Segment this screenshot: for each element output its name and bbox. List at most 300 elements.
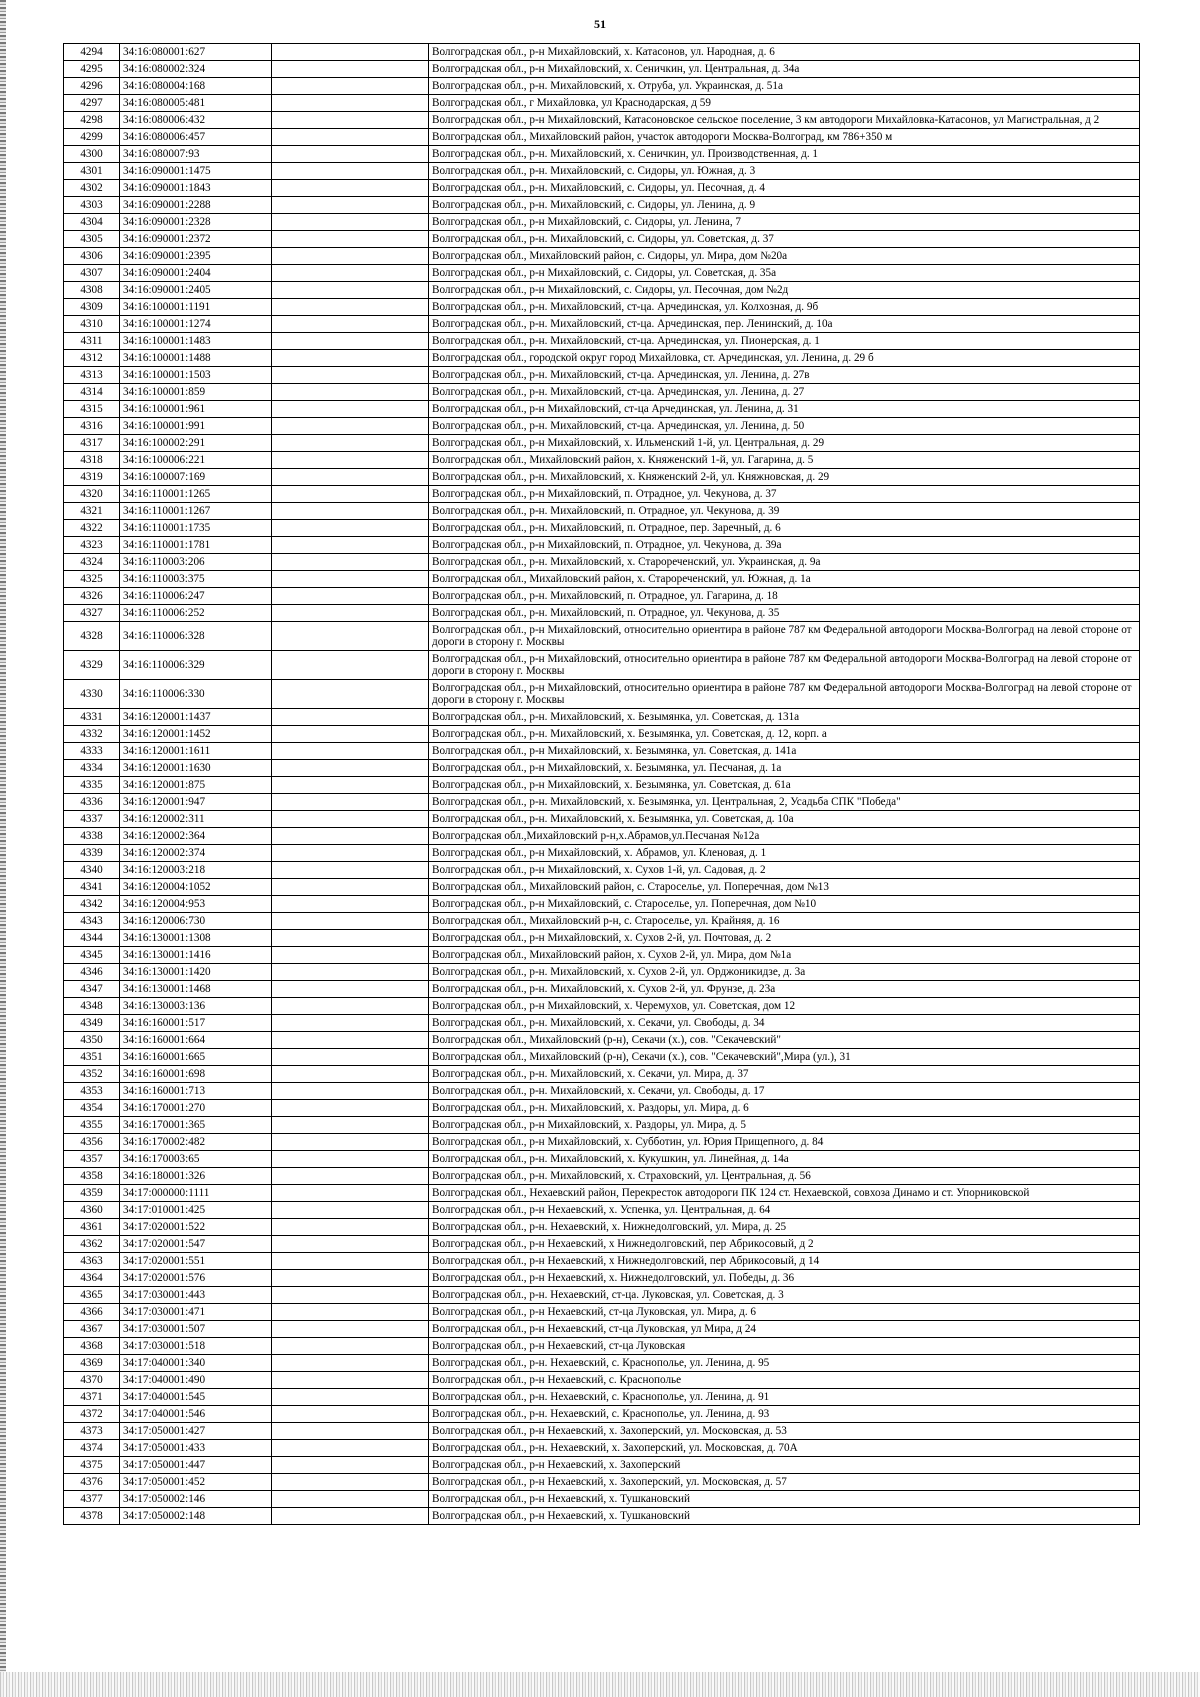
address: Волгоградская обл., р-н Нехаевский, ст-ца Луковская, ул Мира, д 24 — [429, 1321, 1140, 1338]
row-number: 4321 — [64, 503, 120, 520]
table-row — [64, 964, 1140, 981]
cadastral-number: 34:16:080002:324 — [120, 61, 272, 78]
empty-cell — [272, 1202, 429, 1219]
address: Волгоградская обл., р-н Михайловский, х. Безымянка, ул. Песчаная, д. 1а — [429, 760, 1140, 777]
cadastral-number: 34:16:160001:665 — [120, 1049, 272, 1066]
row-number: 4325 — [64, 571, 120, 588]
scan-edge-left — [0, 0, 6, 1697]
cadastral-number: 34:16:110001:1267 — [120, 503, 272, 520]
address: Волгоградская обл., р-н. Михайловский, х. Безымянка, ул. Центральная, 2, Усадьба СПК "Победа" — [429, 794, 1140, 811]
address: Волгоградская обл., р-н. Михайловский, х. Секачи, ул. Свободы, д. 17 — [429, 1083, 1140, 1100]
empty-cell — [272, 913, 429, 930]
row-number: 4378 — [64, 1508, 120, 1525]
empty-cell — [272, 367, 429, 384]
cadastral-number: 34:16:170001:365 — [120, 1117, 272, 1134]
address: Волгоградская обл., р-н. Нехаевский, х. Захоперский, ул. Московская, д. 70А — [429, 1440, 1140, 1457]
empty-cell — [272, 588, 429, 605]
row-number: 4330 — [64, 680, 120, 709]
address: Волгоградская обл., Михайловский район, участок автодороги Москва-Волгоград, км 786+350 м — [429, 129, 1140, 146]
empty-cell — [272, 384, 429, 401]
row-number: 4300 — [64, 146, 120, 163]
cadastral-number: 34:16:090001:2328 — [120, 214, 272, 231]
address: Волгоградская обл., Михайловский район, х. Сухов 2-й, ул. Мира, дом №1а — [429, 947, 1140, 964]
table-row — [64, 112, 1140, 129]
row-number: 4305 — [64, 231, 120, 248]
cadastral-number: 34:16:090001:2288 — [120, 197, 272, 214]
table-row — [64, 1015, 1140, 1032]
table-row — [64, 401, 1140, 418]
address: Волгоградская обл., городской округ город Михайловка, ст. Арчединская, ул. Ленина, д. 29 б — [429, 350, 1140, 367]
empty-cell — [272, 743, 429, 760]
address: Волгоградская обл., р-н Михайловский, с. Староселье, ул. Поперечная, дом №10 — [429, 896, 1140, 913]
empty-cell — [272, 418, 429, 435]
empty-cell — [272, 726, 429, 743]
table-row — [64, 1474, 1140, 1491]
row-number: 4348 — [64, 998, 120, 1015]
table-row — [64, 588, 1140, 605]
table-row — [64, 845, 1140, 862]
empty-cell — [272, 1440, 429, 1457]
address: Волгоградская обл., р-н Михайловский, относительно ориентира в районе 787 км Федеральной автодороги Москва-Волгоград на левой стороне от дороги в сторону г. Москвы — [429, 622, 1140, 651]
address: Волгоградская обл., р-н Михайловский, х. Раздоры, ул. Мира, д. 5 — [429, 1117, 1140, 1134]
cadastral-number: 34:17:040001:340 — [120, 1355, 272, 1372]
row-number: 4316 — [64, 418, 120, 435]
address: Волгоградская обл., р-н. Михайловский, п. Отрадное, ул. Чекунова, д. 35 — [429, 605, 1140, 622]
empty-cell — [272, 435, 429, 452]
empty-cell — [272, 299, 429, 316]
cadastral-number: 34:16:100007:169 — [120, 469, 272, 486]
row-number: 4350 — [64, 1032, 120, 1049]
empty-cell — [272, 571, 429, 588]
table-row — [64, 1406, 1140, 1423]
address: Волгоградская обл., р-н. Михайловский, х. Кукушкин, ул. Линейная, д. 14а — [429, 1151, 1140, 1168]
address: Волгоградская обл., Михайловский р-н, с. Староселье, ул. Крайняя, д. 16 — [429, 913, 1140, 930]
empty-cell — [272, 129, 429, 146]
row-number: 4339 — [64, 845, 120, 862]
address: Волгоградская обл., р-н Михайловский, х. Безымянка, ул. Советская, д. 61а — [429, 777, 1140, 794]
cadastral-number: 34:16:080005:481 — [120, 95, 272, 112]
empty-cell — [272, 605, 429, 622]
cadastral-number: 34:16:120001:1437 — [120, 709, 272, 726]
row-number: 4297 — [64, 95, 120, 112]
table-row — [64, 180, 1140, 197]
row-number: 4368 — [64, 1338, 120, 1355]
table-row — [64, 248, 1140, 265]
cadastral-number: 34:16:120003:218 — [120, 862, 272, 879]
cadastral-number: 34:16:100001:1488 — [120, 350, 272, 367]
address: Волгоградская обл., р-н. Михайловский, х. Княженский 2-й, ул. Княжновская, д. 29 — [429, 469, 1140, 486]
cadastral-number: 34:16:130001:1468 — [120, 981, 272, 998]
cadastral-number: 34:16:180001:326 — [120, 1168, 272, 1185]
address: Волгоградская обл., р-н Нехаевский, ст-ца Луковская — [429, 1338, 1140, 1355]
cadastral-number: 34:16:120001:875 — [120, 777, 272, 794]
table-row — [64, 1236, 1140, 1253]
row-number: 4296 — [64, 78, 120, 95]
empty-cell — [272, 214, 429, 231]
table-row — [64, 350, 1140, 367]
address: Волгоградская обл., р-н Михайловский, х. Черемухов, ул. Советская, дом 12 — [429, 998, 1140, 1015]
cadastral-number: 34:16:110006:330 — [120, 680, 272, 709]
empty-cell — [272, 520, 429, 537]
table-row — [64, 1219, 1140, 1236]
row-number: 4341 — [64, 879, 120, 896]
cadastral-number: 34:16:120001:1630 — [120, 760, 272, 777]
empty-cell — [272, 862, 429, 879]
row-number: 4357 — [64, 1151, 120, 1168]
table-row — [64, 1338, 1140, 1355]
empty-cell — [272, 828, 429, 845]
address: Волгоградская обл., р-н. Михайловский, х. Безымянка, ул. Советская, д. 12, корп. а — [429, 726, 1140, 743]
table-row — [64, 930, 1140, 947]
cadastral-number: 34:16:090001:2395 — [120, 248, 272, 265]
cadastral-number: 34:16:090001:2404 — [120, 265, 272, 282]
table-row — [64, 44, 1140, 61]
empty-cell — [272, 981, 429, 998]
cadastral-number: 34:16:100001:859 — [120, 384, 272, 401]
address: Волгоградская обл., Михайловский район, х. Княженский 1-й, ул. Гагарина, д. 5 — [429, 452, 1140, 469]
cadastral-number: 34:16:110006:329 — [120, 651, 272, 680]
empty-cell — [272, 1355, 429, 1372]
table-row — [64, 1304, 1140, 1321]
cadastral-number: 34:17:030001:471 — [120, 1304, 272, 1321]
cadastral-number: 34:17:030001:518 — [120, 1338, 272, 1355]
row-number: 4377 — [64, 1491, 120, 1508]
address: Волгоградская обл., р-н Нехаевский, х. Захоперский — [429, 1457, 1140, 1474]
address: Волгоградская обл., р-н Нехаевский, х Нижнедолговский, пер Абрикосовый, д 14 — [429, 1253, 1140, 1270]
row-number: 4326 — [64, 588, 120, 605]
cadastral-number: 34:17:040001:490 — [120, 1372, 272, 1389]
row-number: 4333 — [64, 743, 120, 760]
empty-cell — [272, 180, 429, 197]
cadastral-number: 34:17:050002:146 — [120, 1491, 272, 1508]
row-number: 4309 — [64, 299, 120, 316]
empty-cell — [272, 1117, 429, 1134]
empty-cell — [272, 1083, 429, 1100]
row-number: 4310 — [64, 316, 120, 333]
address: Волгоградская обл., Михайловский район, х. Старореченский, ул. Южная, д. 1а — [429, 571, 1140, 588]
address: Волгоградская обл., р-н Михайловский, относительно ориентира в районе 787 км Федеральной автодороги Москва-Волгоград на левой стороне от дороги в сторону г. Москвы — [429, 651, 1140, 680]
address: Волгоградская обл., р-н Михайловский, х. Сухов 1-й, ул. Садовая, д. 2 — [429, 862, 1140, 879]
cadastral-number: 34:16:110006:247 — [120, 588, 272, 605]
cadastral-number: 34:16:160001:664 — [120, 1032, 272, 1049]
table-row — [64, 1168, 1140, 1185]
empty-cell — [272, 95, 429, 112]
row-number: 4338 — [64, 828, 120, 845]
table-row — [64, 1355, 1140, 1372]
cadastral-number: 34:17:040001:545 — [120, 1389, 272, 1406]
address: Волгоградская обл., р-н. Михайловский, х. Секачи, ул. Мира, д. 37 — [429, 1066, 1140, 1083]
row-number: 4295 — [64, 61, 120, 78]
table-row — [64, 1270, 1140, 1287]
cadastral-number: 34:17:020001:522 — [120, 1219, 272, 1236]
row-number: 4358 — [64, 1168, 120, 1185]
registry-table — [63, 43, 1140, 1525]
cadastral-number: 34:16:160001:517 — [120, 1015, 272, 1032]
row-number: 4312 — [64, 350, 120, 367]
table-row — [64, 316, 1140, 333]
row-number: 4294 — [64, 44, 120, 61]
table-row — [64, 862, 1140, 879]
cadastral-number: 34:16:120004:1052 — [120, 879, 272, 896]
cadastral-number: 34:16:080006:457 — [120, 129, 272, 146]
empty-cell — [272, 350, 429, 367]
cadastral-number: 34:16:090001:1475 — [120, 163, 272, 180]
table-row — [64, 384, 1140, 401]
row-number: 4323 — [64, 537, 120, 554]
cadastral-number: 34:16:110001:1735 — [120, 520, 272, 537]
table-row — [64, 1389, 1140, 1406]
empty-cell — [272, 452, 429, 469]
cadastral-number: 34:16:090001:1843 — [120, 180, 272, 197]
table-row — [64, 811, 1140, 828]
cadastral-number: 34:16:080001:627 — [120, 44, 272, 61]
table-row — [64, 163, 1140, 180]
address: Волгоградская обл., р-н. Михайловский, с. Сидоры, ул. Песочная, д. 4 — [429, 180, 1140, 197]
address: Волгоградская обл., г Михайловка, ул Краснодарская, д 59 — [429, 95, 1140, 112]
address: Волгоградская обл.,Михайловский р-н,х.Абрамов,ул.Песчаная №12а — [429, 828, 1140, 845]
address: Волгоградская обл., р-н Нехаевский, х. Захоперский, ул. Московская, д. 53 — [429, 1423, 1140, 1440]
cadastral-number: 34:16:110001:1781 — [120, 537, 272, 554]
empty-cell — [272, 61, 429, 78]
row-number: 4363 — [64, 1253, 120, 1270]
empty-cell — [272, 1372, 429, 1389]
cadastral-number: 34:17:050001:447 — [120, 1457, 272, 1474]
address: Волгоградская обл., р-н Нехаевский, х. Тушкановский — [429, 1491, 1140, 1508]
cadastral-number: 34:17:030001:507 — [120, 1321, 272, 1338]
address: Волгоградская обл., р-н. Михайловский, с. Сидоры, ул. Ленина, д. 9 — [429, 197, 1140, 214]
address: Волгоградская обл., р-н. Михайловский, с. Сидоры, ул. Советская, д. 37 — [429, 231, 1140, 248]
row-number: 4308 — [64, 282, 120, 299]
cadastral-number: 34:16:100001:1274 — [120, 316, 272, 333]
row-number: 4317 — [64, 435, 120, 452]
address: Волгоградская обл., Михайловский район, с. Сидоры, ул. Мира, дом №20а — [429, 248, 1140, 265]
table-row — [64, 1066, 1140, 1083]
table-row — [64, 680, 1140, 709]
row-number: 4332 — [64, 726, 120, 743]
address: Волгоградская обл., Нехаевский район, Перекресток автодороги ПК 124 ст. Нехаевской, совхоза Динамо и ст. Упорниковской — [429, 1185, 1140, 1202]
empty-cell — [272, 469, 429, 486]
address: Волгоградская обл., р-н Михайловский, п. Отрадное, ул. Чекунова, д. 39а — [429, 537, 1140, 554]
cadastral-number: 34:16:130001:1420 — [120, 964, 272, 981]
table-row — [64, 726, 1140, 743]
empty-cell — [272, 651, 429, 680]
address: Волгоградская обл., р-н. Михайловский, ст-ца. Арчединская, ул. Колхозная, д. 9б — [429, 299, 1140, 316]
table-row — [64, 913, 1140, 930]
empty-cell — [272, 879, 429, 896]
cadastral-number: 34:16:110001:1265 — [120, 486, 272, 503]
empty-cell — [272, 947, 429, 964]
row-number: 4315 — [64, 401, 120, 418]
empty-cell — [272, 1100, 429, 1117]
table-row — [64, 367, 1140, 384]
cadastral-number: 34:17:000000:1111 — [120, 1185, 272, 1202]
empty-cell — [272, 537, 429, 554]
table-row — [64, 282, 1140, 299]
address: Волгоградская обл., р-н Нехаевский, ст-ца Луковская, ул. Мира, д. 6 — [429, 1304, 1140, 1321]
row-number: 4374 — [64, 1440, 120, 1457]
table-row — [64, 828, 1140, 845]
cadastral-number: 34:16:110006:328 — [120, 622, 272, 651]
row-number: 4346 — [64, 964, 120, 981]
address: Волгоградская обл., р-н. Михайловский, ст-ца. Арчединская, ул. Ленина, д. 50 — [429, 418, 1140, 435]
empty-cell — [272, 622, 429, 651]
table-row — [64, 760, 1140, 777]
empty-cell — [272, 1185, 429, 1202]
table-row — [64, 95, 1140, 112]
row-number: 4318 — [64, 452, 120, 469]
table-row — [64, 1457, 1140, 1474]
row-number: 4369 — [64, 1355, 120, 1372]
empty-cell — [272, 333, 429, 350]
cadastral-number: 34:16:090001:2372 — [120, 231, 272, 248]
cadastral-number: 34:16:120006:730 — [120, 913, 272, 930]
empty-cell — [272, 1491, 429, 1508]
table-row — [64, 146, 1140, 163]
empty-cell — [272, 282, 429, 299]
empty-cell — [272, 896, 429, 913]
row-number: 4322 — [64, 520, 120, 537]
empty-cell — [272, 930, 429, 947]
row-number: 4304 — [64, 214, 120, 231]
cadastral-number: 34:16:100006:221 — [120, 452, 272, 469]
empty-cell — [272, 1423, 429, 1440]
empty-cell — [272, 146, 429, 163]
empty-cell — [272, 794, 429, 811]
empty-cell — [272, 1066, 429, 1083]
cadastral-number: 34:16:120004:953 — [120, 896, 272, 913]
table-row — [64, 743, 1140, 760]
empty-cell — [272, 401, 429, 418]
table-row — [64, 231, 1140, 248]
empty-cell — [272, 680, 429, 709]
cadastral-number: 34:16:090001:2405 — [120, 282, 272, 299]
table-row — [64, 794, 1140, 811]
empty-cell — [272, 1474, 429, 1491]
address: Волгоградская обл., р-н. Михайловский, х. Раздоры, ул. Мира, д. 6 — [429, 1100, 1140, 1117]
empty-cell — [272, 760, 429, 777]
table-row — [64, 469, 1140, 486]
row-number: 4324 — [64, 554, 120, 571]
empty-cell — [272, 1508, 429, 1525]
empty-cell — [272, 163, 429, 180]
row-number: 4320 — [64, 486, 120, 503]
cadastral-number: 34:16:170003:65 — [120, 1151, 272, 1168]
cadastral-number: 34:16:100001:1503 — [120, 367, 272, 384]
table-row — [64, 1253, 1140, 1270]
empty-cell — [272, 1304, 429, 1321]
table-row — [64, 1287, 1140, 1304]
cadastral-number: 34:17:020001:576 — [120, 1270, 272, 1287]
table-row — [64, 1151, 1140, 1168]
cadastral-number: 34:16:080006:432 — [120, 112, 272, 129]
empty-cell — [272, 1389, 429, 1406]
table-row — [64, 981, 1140, 998]
address: Волгоградская обл., р-н. Михайловский, х. Безымянка, ул. Советская, д. 131а — [429, 709, 1140, 726]
cadastral-number: 34:16:130001:1416 — [120, 947, 272, 964]
empty-cell — [272, 1236, 429, 1253]
address: Волгоградская обл., р-н. Михайловский, ст-ца. Арчединская, ул. Ленина, д. 27в — [429, 367, 1140, 384]
table-row — [64, 520, 1140, 537]
cadastral-number: 34:16:170002:482 — [120, 1134, 272, 1151]
empty-cell — [272, 197, 429, 214]
empty-cell — [272, 1270, 429, 1287]
table-row — [64, 622, 1140, 651]
table-row — [64, 1440, 1140, 1457]
row-number: 4314 — [64, 384, 120, 401]
cadastral-number: 34:17:050001:452 — [120, 1474, 272, 1491]
row-number: 4336 — [64, 794, 120, 811]
cadastral-number: 34:17:050001:433 — [120, 1440, 272, 1457]
empty-cell — [272, 811, 429, 828]
empty-cell — [272, 1338, 429, 1355]
cadastral-number: 34:16:110006:252 — [120, 605, 272, 622]
table-row — [64, 265, 1140, 282]
address: Волгоградская обл., р-н. Михайловский, п. Отрадное, пер. Заречный, д. 6 — [429, 520, 1140, 537]
row-number: 4334 — [64, 760, 120, 777]
empty-cell — [272, 503, 429, 520]
table-row — [64, 1134, 1140, 1151]
address: Волгоградская обл., р-н Михайловский, п. Отрадное, ул. Чекунова, д. 37 — [429, 486, 1140, 503]
row-number: 4375 — [64, 1457, 120, 1474]
table-row — [64, 1083, 1140, 1100]
cadastral-number: 34:16:110003:206 — [120, 554, 272, 571]
row-number: 4366 — [64, 1304, 120, 1321]
table-row — [64, 1508, 1140, 1525]
address: Волгоградская обл., р-н. Михайловский, ст-ца. Арчединская, ул. Пионерская, д. 1 — [429, 333, 1140, 350]
cadastral-number: 34:16:080004:168 — [120, 78, 272, 95]
address: Волгоградская обл., р-н. Нехаевский, с. Краснополье, ул. Ленина, д. 93 — [429, 1406, 1140, 1423]
empty-cell — [272, 486, 429, 503]
row-number: 4376 — [64, 1474, 120, 1491]
table-row — [64, 503, 1140, 520]
table-row — [64, 879, 1140, 896]
address: Волгоградская обл., р-н Михайловский, относительно ориентира в районе 787 км Федеральной автодороги Москва-Волгоград на левой стороне от дороги в сторону г. Москвы — [429, 680, 1140, 709]
row-number: 4373 — [64, 1423, 120, 1440]
empty-cell — [272, 44, 429, 61]
row-number: 4354 — [64, 1100, 120, 1117]
address: Волгоградская обл., р-н Нехаевский, х. Нижнедолговский, ул. Победы, д. 36 — [429, 1270, 1140, 1287]
cadastral-number: 34:17:050001:427 — [120, 1423, 272, 1440]
cadastral-number: 34:16:100001:961 — [120, 401, 272, 418]
row-number: 4362 — [64, 1236, 120, 1253]
address: Волгоградская обл., р-н. Михайловский, с. Сидоры, ул. Южная, д. 3 — [429, 163, 1140, 180]
table-row — [64, 605, 1140, 622]
cadastral-number: 34:16:160001:713 — [120, 1083, 272, 1100]
empty-cell — [272, 1168, 429, 1185]
row-number: 4349 — [64, 1015, 120, 1032]
cadastral-number: 34:16:160001:698 — [120, 1066, 272, 1083]
table-row — [64, 1117, 1140, 1134]
row-number: 4327 — [64, 605, 120, 622]
address: Волгоградская обл., р-н Михайловский, х. Ильменский 1-й, ул. Центральная, д. 29 — [429, 435, 1140, 452]
address: Волгоградская обл., р-н Михайловский, х. Сухов 2-й, ул. Почтовая, д. 2 — [429, 930, 1140, 947]
row-number: 4371 — [64, 1389, 120, 1406]
address: Волгоградская обл., р-н Михайловский, с. Сидоры, ул. Ленина, 7 — [429, 214, 1140, 231]
empty-cell — [272, 1032, 429, 1049]
row-number: 4367 — [64, 1321, 120, 1338]
cadastral-number: 34:16:080007:93 — [120, 146, 272, 163]
address: Волгоградская обл., р-н Михайловский, х. Абрамов, ул. Кленовая, д. 1 — [429, 845, 1140, 862]
address: Волгоградская обл., р-н Нехаевский, х. Успенка, ул. Центральная, д. 64 — [429, 1202, 1140, 1219]
cadastral-number: 34:16:120001:1611 — [120, 743, 272, 760]
address: Волгоградская обл., р-н Михайловский, с. Сидоры, ул. Советская, д. 35а — [429, 265, 1140, 282]
address: Волгоградская обл., р-н. Михайловский, х. Старореченский, ул. Украинская, д. 9а — [429, 554, 1140, 571]
row-number: 4351 — [64, 1049, 120, 1066]
cadastral-number: 34:16:100001:991 — [120, 418, 272, 435]
address: Волгоградская обл., р-н. Михайловский, ст-ца. Арчединская, ул. Ленина, д. 27 — [429, 384, 1140, 401]
table-row — [64, 299, 1140, 316]
empty-cell — [272, 265, 429, 282]
